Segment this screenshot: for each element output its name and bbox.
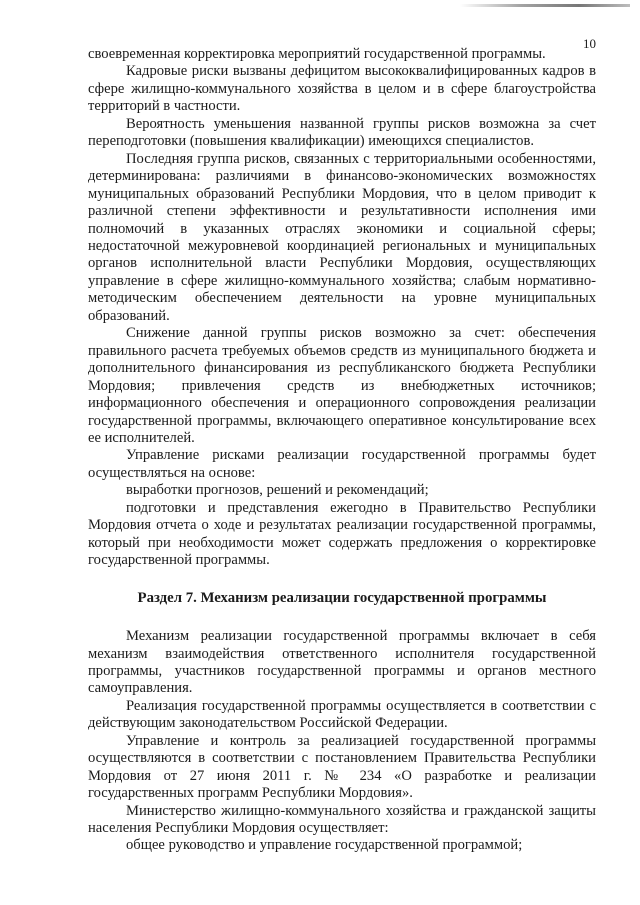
paragraph: Управление и контроль за реализацией государственной программы осуществляются в соответствии с постановлением Правительства Республики Мордовия от 27 июня 2011 г. № 234 «О разработке и реализации государственных программ Республики Мордовия». <box>88 732 596 802</box>
scan-artifact <box>460 4 630 7</box>
section-title: Раздел 7. Механизм реализации государственной программы <box>137 589 547 606</box>
paragraph: своевременная корректировка мероприятий государственной программы. <box>88 46 546 62</box>
page-number: 10 <box>583 36 596 51</box>
paragraph: Управление рисками реализации государственной программы будет осуществляться на основе: <box>88 447 596 481</box>
paragraph: Реализация государственной программы осуществляется в соответствии с действующим законодательством Российской Федерации. <box>88 697 596 732</box>
paragraph: выработки прогнозов, решений и рекомендаций; <box>126 482 429 499</box>
document-body <box>88 46 596 855</box>
paragraph: подготовки и представления ежегодно в Правительство Республики Мордовия отчета о ходе и результатах реализации государственной программы, который при необходимости может содержать предложения о корректировке государственной программы. <box>88 499 596 569</box>
paragraph: Механизм реализации государственной программы включает в себя механизм взаимодействия ответственного исполнителя государственной программы, участников государственной программы и органов местного самоуправления. <box>88 628 596 697</box>
paragraph: Вероятность уменьшения названной группы рисков возможна за счет переподготовки (повышения квалификации) имеющихся специалистов. <box>88 115 596 150</box>
paragraph: Снижение данной группы рисков возможно за счет: обеспечения правильного расчета требуемых объемов средств из муниципального бюджета и дополнительного финансирования из республиканского бюджета Республики Мордовия; привлечения средств из внебюджетных источников; информационного обеспечения и операционного сопровождения реализации государственной программы, включающего оперативное консультирование всех ее исполнителей. <box>88 325 596 446</box>
paragraph: общее руководство и управление государственной программой; <box>126 837 523 854</box>
paragraph: Министерство жилищно-коммунального хозяйства и гражданской защиты населения Республики Мордовия осуществляет: <box>88 802 596 837</box>
paragraph: Кадровые риски вызваны дефицитом высококвалифицированных кадров в сфере жилищно-коммунального хозяйства в целом и в сфере благоустройства территорий в частности. <box>88 63 596 115</box>
paragraph: Последняя группа рисков, связанных с территориальными особенностями, детерминирована: различиями в финансово-экономических возможностях муниципальных образований Республики Мордовия, что в целом приводит к различной степени эффективности и результативности исполнения ими полномочий в указанных отраслях экономики и социальной сферы; недостаточной межуровневой координацией региональных и муниципальных органов исполнительной власти Республики Мордовия, осуществляющих управление в сфере жилищно-коммунального хозяйства; слабым нормативно-методическим обеспечением деятельности на уровне муниципальных образований. <box>88 150 596 324</box>
